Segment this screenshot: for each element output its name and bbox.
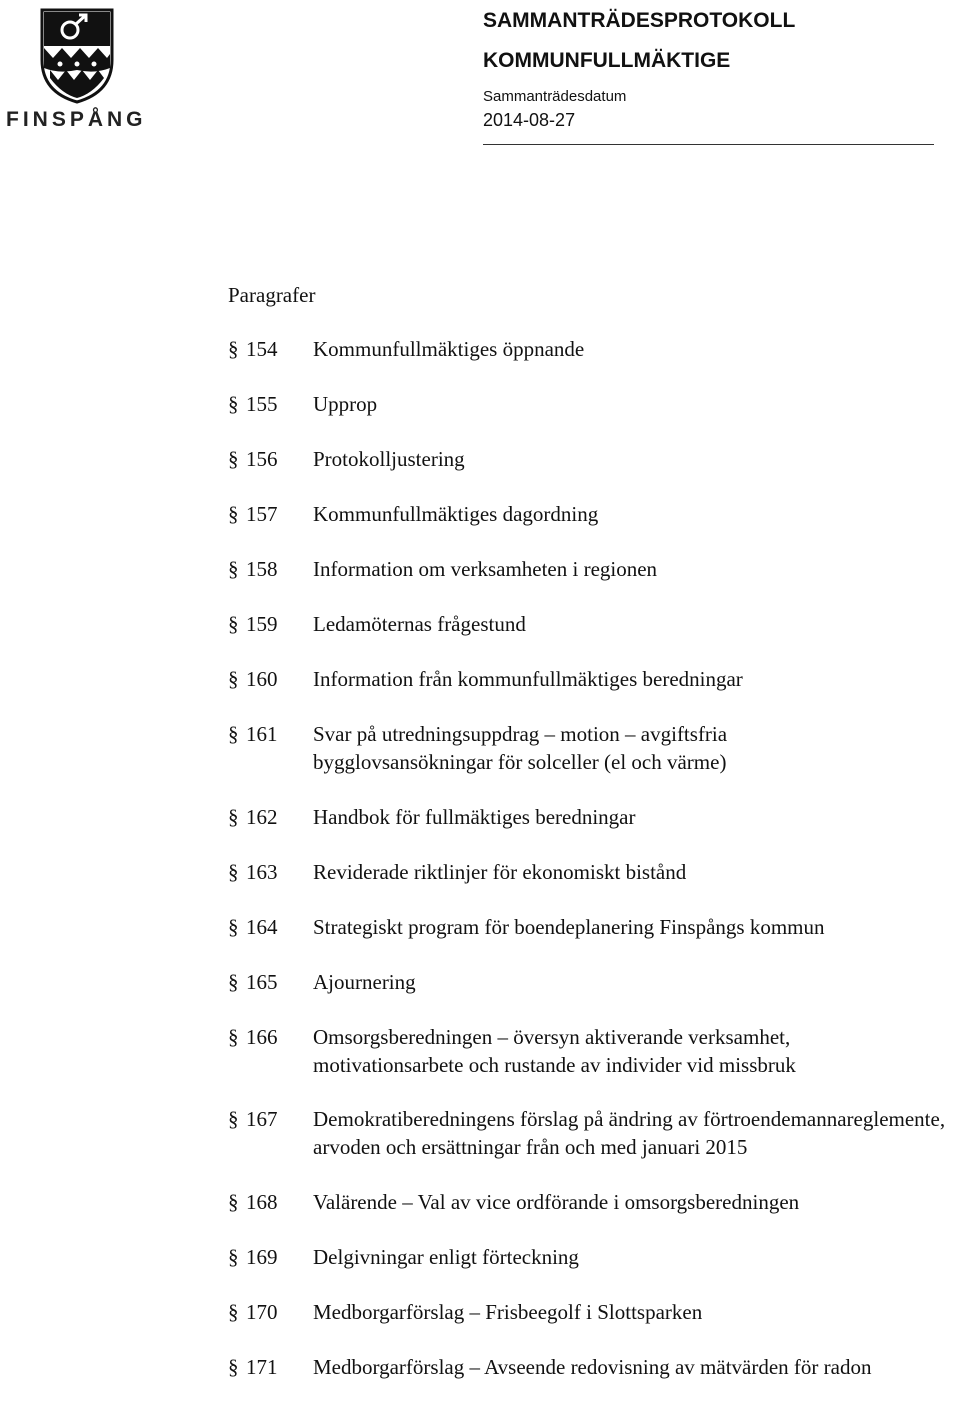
paragraph-number: 156 <box>246 447 278 471</box>
paragraph-item <box>228 1353 960 1409</box>
assembly-name: KOMMUNFULLMÄKTIGE <box>483 49 731 72</box>
paragraph-number: 166 <box>246 1025 278 1049</box>
paragraph-number: 154 <box>246 337 278 361</box>
paragraph-item <box>228 968 960 1024</box>
paragraph-item <box>228 858 960 914</box>
section-sign: § <box>228 447 239 471</box>
paragraph-item <box>228 500 960 556</box>
paragraph-title: Medborgarförslag – Frisbeegolf i Slottsparken <box>313 1300 703 1324</box>
paragraph-number: 167 <box>246 1107 278 1131</box>
paragraph-number: 168 <box>246 1190 278 1214</box>
paragraph-title: Strategiskt program för boendeplanering Finspångs kommun <box>313 915 825 939</box>
municipality-logo <box>6 8 147 131</box>
paragraph-title: Protokolljustering <box>313 447 465 471</box>
paragraph-number: 158 <box>246 557 278 581</box>
paragraph-item <box>228 1105 960 1161</box>
paragraph-item <box>228 1298 960 1354</box>
paragraph-title: Information från kommunfullmäktiges beredningar <box>313 667 743 691</box>
paragraph-title: Ajournering <box>313 970 416 994</box>
paragraph-item <box>228 720 960 776</box>
document-type: SAMMANTRÄDESPROTOKOLL <box>483 9 796 32</box>
section-sign: § <box>228 1107 239 1131</box>
date-label: Sammanträdesdatum <box>483 88 627 105</box>
paragraph-title: Kommunfullmäktiges öppnande <box>313 337 585 361</box>
section-sign: § <box>228 557 239 581</box>
paragraph-number: 169 <box>246 1245 278 1269</box>
section-sign: § <box>228 860 239 884</box>
paragraph-item <box>228 803 960 859</box>
paragraph-title: Svar på utredningsuppdrag – motion – avgiftsfria bygglovsansökningar för solceller (el och värme) <box>313 722 728 774</box>
section-sign: § <box>228 612 239 636</box>
paragraph-item <box>228 913 960 969</box>
paragraph-item <box>228 335 960 391</box>
paragraph-title: Delgivningar enligt förteckning <box>313 1245 579 1269</box>
section-sign: § <box>228 1245 239 1269</box>
paragraph-number: 155 <box>246 392 278 416</box>
paragraph-title: Kommunfullmäktiges dagordning <box>313 502 599 526</box>
municipality-name: FINSPÅNG <box>6 108 147 131</box>
paragraph-number: 162 <box>246 805 278 829</box>
paragraph-number: 164 <box>246 915 278 939</box>
section-sign: § <box>228 337 239 361</box>
section-sign: § <box>228 970 239 994</box>
paragraph-number: 163 <box>246 860 278 884</box>
section-sign: § <box>228 667 239 691</box>
section-sign: § <box>228 1025 239 1049</box>
section-sign: § <box>228 722 239 746</box>
paragraph-number: 160 <box>246 667 278 691</box>
paragraph-title: Upprop <box>313 392 378 416</box>
paragraph-title: Demokratiberedningens förslag på ändring av förtroendemannareglemente, arvoden och ersättningar från och med januari 2015 <box>313 1107 946 1159</box>
paragraph-title: Information om verksamheten i regionen <box>313 557 658 581</box>
section-sign: § <box>228 805 239 829</box>
paragraph-item <box>228 1023 960 1079</box>
paragraph-number: 161 <box>246 722 278 746</box>
paragraph-title: Medborgarförslag – Avseende redovisning av mätvärden för radon <box>313 1355 872 1379</box>
paragraph-title: Handbok för fullmäktiges beredningar <box>313 805 636 829</box>
paragraph-number: 165 <box>246 970 278 994</box>
paragraph-title: Ledamöternas frågestund <box>313 612 526 636</box>
paragraph-item <box>228 1243 960 1299</box>
section-sign: § <box>228 392 239 416</box>
section-sign: § <box>228 1355 239 1379</box>
paragraph-item <box>228 610 960 666</box>
document-header <box>483 8 795 131</box>
header-divider <box>483 144 934 145</box>
paragraph-number: 157 <box>246 502 278 526</box>
paragraph-item <box>228 665 960 721</box>
section-heading: Paragrafer <box>228 283 316 307</box>
paragraph-number: 159 <box>246 612 278 636</box>
paragraph-number: 171 <box>246 1355 278 1379</box>
paragraph-item <box>228 555 960 611</box>
paragraph-item <box>228 390 960 446</box>
paragraph-item <box>228 445 960 501</box>
paragraph-number: 170 <box>246 1300 278 1324</box>
paragraph-title: Omsorgsberedningen – översyn aktiverande verksamhet, motivationsarbete och rustande av individer vid missbruk <box>313 1025 796 1077</box>
paragraph-item <box>228 1188 960 1244</box>
section-sign: § <box>228 502 239 526</box>
paragraph-title: Reviderade riktlinjer för ekonomiskt bistånd <box>313 860 687 884</box>
section-sign: § <box>228 1190 239 1214</box>
section-sign: § <box>228 1300 239 1324</box>
section-sign: § <box>228 915 239 939</box>
coat-of-arms-icon <box>40 8 114 104</box>
date-value: 2014-08-27 <box>483 110 576 130</box>
paragraph-title: Valärende – Val av vice ordförande i omsorgsberedningen <box>313 1190 800 1214</box>
